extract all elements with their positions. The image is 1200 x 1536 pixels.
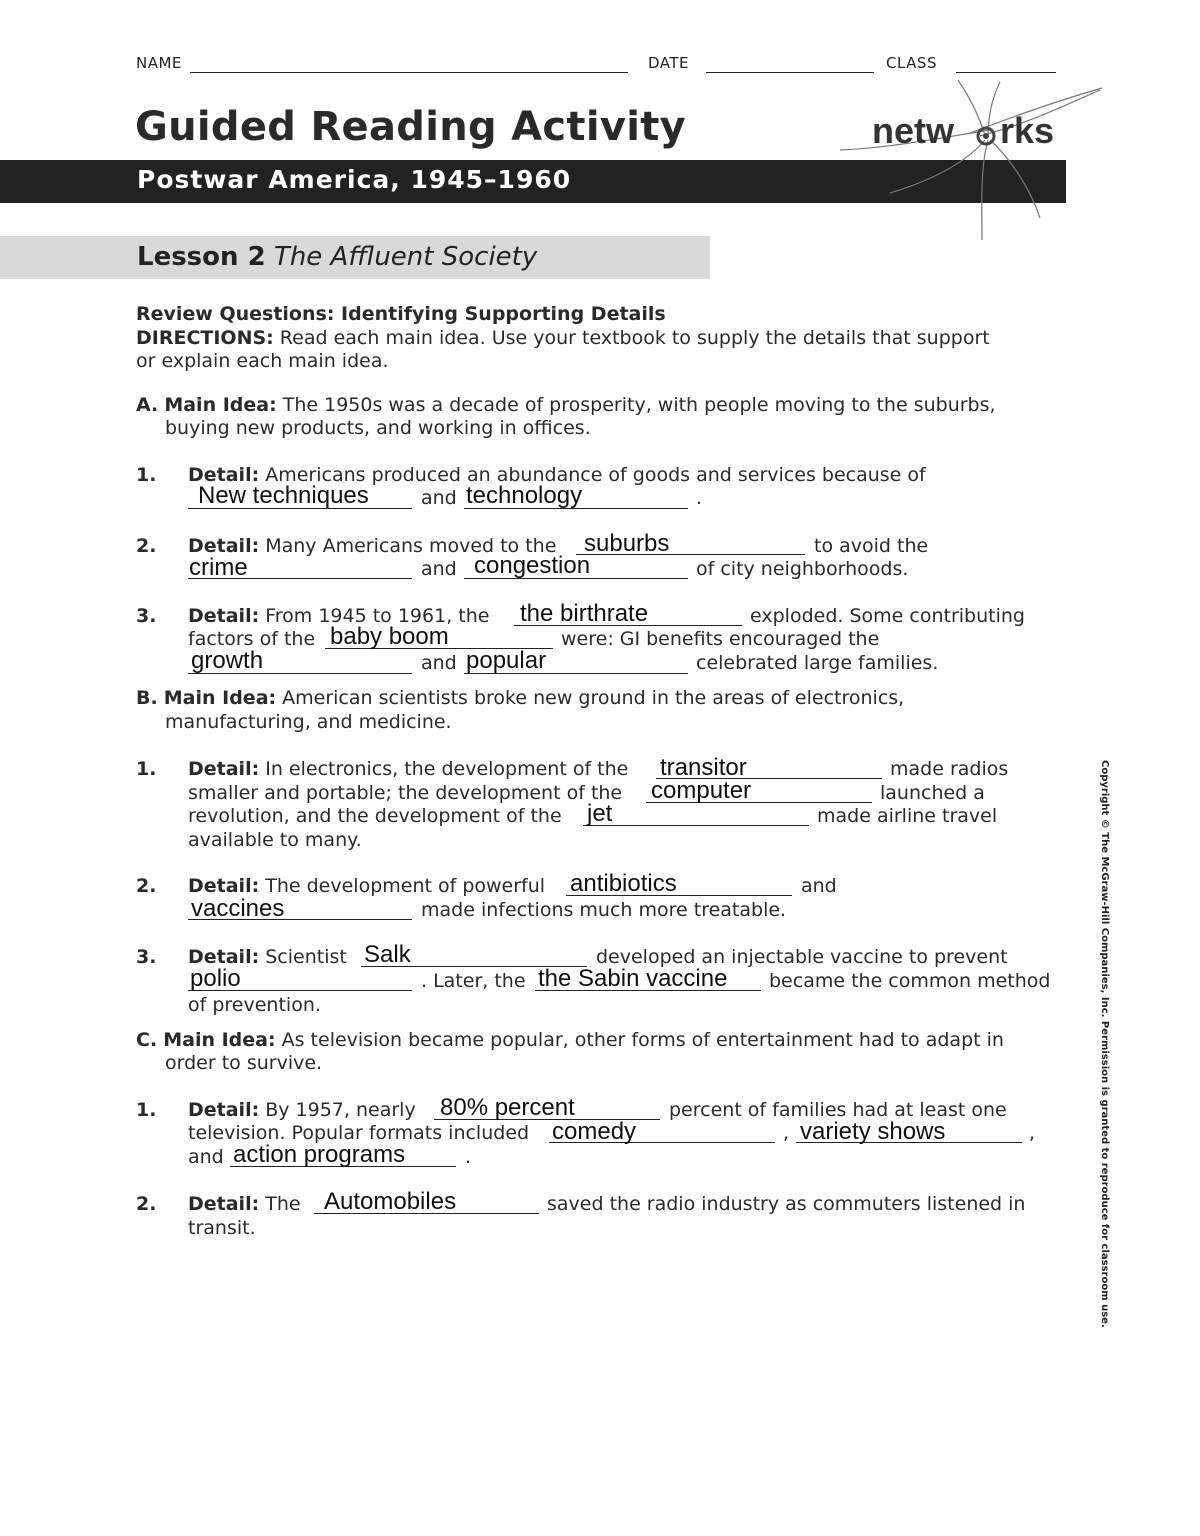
main-idea-c	[136, 1029, 1004, 1053]
detail-label: Detail:	[188, 535, 260, 557]
and-word: and	[801, 875, 837, 897]
answer-c1-4[interactable]: action programs	[233, 1141, 406, 1168]
detail-number: 3.	[136, 605, 157, 627]
date-field[interactable]	[706, 56, 874, 73]
detail-text: smaller and portable; the development of the	[188, 782, 623, 804]
answer-a1-1[interactable]: New techniques	[198, 482, 369, 509]
logo-text-right: rks	[1000, 110, 1055, 151]
answer-a3-3[interactable]: growth	[191, 647, 264, 674]
detail-text: In electronics, the development of the	[259, 758, 629, 780]
main-idea-label: Main Idea:	[164, 394, 277, 416]
detail-text: Americans produced an abundance of goods and services because of	[259, 464, 926, 486]
detail-text: The development of powerful	[259, 875, 546, 897]
directions-label: DIRECTIONS:	[136, 327, 274, 349]
detail-label: Detail:	[188, 605, 260, 627]
chapter-title: Postwar America, 1945–1960	[137, 165, 572, 194]
main-idea-letter: C.	[136, 1029, 158, 1051]
detail-text: were: GI benefits encouraged the	[561, 628, 880, 650]
answer-c1-3[interactable]: variety shows	[800, 1118, 946, 1145]
directions-line2: or explain each main idea.	[136, 350, 389, 372]
detail-text: celebrated large families.	[696, 652, 939, 674]
main-idea-b	[136, 687, 904, 711]
section-heading: Review Questions: Identifying Supporting Details	[136, 303, 666, 325]
main-idea-a-line2: buying new products, and working in offices.	[165, 417, 591, 439]
detail-text: to avoid the	[814, 535, 929, 557]
answer-blank[interactable]	[583, 825, 809, 826]
name-field[interactable]	[190, 56, 628, 73]
class-label: CLASS	[886, 54, 937, 72]
answer-a2-3[interactable]: congestion	[474, 552, 591, 579]
answer-c2-1[interactable]: Automobiles	[324, 1188, 457, 1215]
date-label: DATE	[648, 54, 690, 72]
detail-text: available to many.	[188, 829, 362, 851]
main-idea-text: As television became popular, other forms of entertainment had to adapt in	[275, 1029, 1004, 1051]
detail-text: developed an injectable vaccine to prevent	[596, 946, 1008, 968]
comma: ,	[1029, 1122, 1036, 1144]
answer-a3-4[interactable]: popular	[466, 647, 547, 674]
detail-number: 2.	[136, 875, 157, 897]
detail-number: 2.	[136, 535, 157, 557]
period: .	[465, 1146, 472, 1168]
detail-label: Detail:	[188, 758, 260, 780]
detail-label: Detail:	[188, 464, 260, 486]
main-idea-b-line2: manufacturing, and medicine.	[165, 711, 452, 733]
detail-c1-line1	[188, 1099, 416, 1123]
answer-b3-1[interactable]: Salk	[364, 941, 411, 968]
detail-text: revolution, and the development of the	[188, 805, 562, 827]
detail-text: transit.	[188, 1217, 256, 1239]
detail-text: By 1957, nearly	[259, 1099, 416, 1121]
answer-a2-2[interactable]: crime	[189, 554, 248, 581]
answer-b2-2[interactable]: vaccines	[191, 895, 285, 922]
answer-c1-2[interactable]: comedy	[552, 1118, 637, 1145]
main-idea-text: The 1950s was a decade of prosperity, with people moving to the suburbs,	[276, 394, 996, 416]
answer-a2-1[interactable]: suburbs	[584, 530, 670, 557]
answer-b2-1[interactable]: antibiotics	[570, 870, 677, 897]
main-idea-label: Main Idea:	[163, 687, 277, 709]
detail-text: became the common method	[769, 970, 1051, 992]
detail-label: Detail:	[188, 1193, 260, 1215]
period: .	[696, 487, 703, 509]
detail-label: Detail:	[188, 875, 260, 897]
lesson-number: Lesson 2	[137, 242, 266, 272]
detail-text: made infections much more treatable.	[421, 899, 787, 921]
comma: ,	[783, 1122, 790, 1144]
and-word: and	[421, 652, 457, 674]
detail-text: of city neighborhoods.	[696, 558, 909, 580]
main-idea-text: American scientists broke new ground in the areas of electronics,	[276, 687, 905, 709]
detail-number: 1.	[136, 464, 157, 486]
main-idea-letter: B.	[136, 687, 158, 709]
detail-text: percent of families had at least one	[669, 1099, 1007, 1121]
main-idea-letter: A.	[136, 394, 159, 416]
main-idea-label: Main Idea:	[163, 1029, 276, 1051]
answer-a1-2[interactable]: technology	[466, 482, 583, 509]
detail-text: television. Popular formats included	[188, 1122, 530, 1144]
answer-b1-1[interactable]: transitor	[660, 754, 747, 781]
detail-text: exploded. Some contributing	[750, 605, 1025, 627]
detail-text: . Later, the	[421, 970, 526, 992]
answer-a3-1[interactable]: the birthrate	[520, 600, 649, 627]
detail-text: made airline travel	[817, 805, 998, 827]
answer-b1-3[interactable]: jet	[587, 800, 613, 827]
answer-b3-3[interactable]: the Sabin vaccine	[538, 965, 728, 992]
class-field[interactable]	[956, 56, 1056, 73]
detail-number: 1.	[136, 1099, 157, 1121]
networks-logo-icon	[830, 78, 1110, 248]
and-word: and	[421, 487, 457, 509]
and-word: and	[188, 1146, 224, 1168]
directions-text: Read each main idea. Use your textbook to supply the details that support	[273, 327, 990, 349]
detail-text: The	[259, 1193, 301, 1215]
detail-b1-line1	[188, 758, 628, 782]
detail-text: saved the radio industry as commuters listened in	[547, 1193, 1026, 1215]
copyright-notice: Copyright © The McGraw-Hill Companies, Inc. Permission is granted to reproduce for classroom use.	[1099, 760, 1110, 1328]
directions-line1	[136, 327, 990, 351]
detail-text: From 1945 to 1961, the	[259, 605, 490, 627]
answer-c1-1[interactable]: 80% percent	[440, 1094, 575, 1121]
detail-text: factors of the	[188, 628, 316, 650]
logo-text-left: netw	[872, 110, 955, 151]
detail-number: 1.	[136, 758, 157, 780]
detail-text: made radios	[890, 758, 1009, 780]
detail-number: 2.	[136, 1193, 157, 1215]
detail-text: launched a	[880, 782, 985, 804]
main-idea-a	[136, 394, 996, 418]
detail-text: of prevention.	[188, 994, 321, 1016]
detail-c2-line1	[188, 1193, 301, 1217]
lesson-name: The Affluent Society	[273, 242, 538, 272]
detail-label: Detail:	[188, 1099, 260, 1121]
main-idea-c-line2: order to survive.	[165, 1052, 323, 1074]
detail-number: 3.	[136, 946, 157, 968]
answer-b1-2[interactable]: computer	[651, 777, 752, 804]
page-title: Guided Reading Activity	[135, 104, 687, 150]
name-label: NAME	[136, 54, 182, 72]
and-word: and	[421, 558, 457, 580]
answer-a3-2[interactable]: baby boom	[330, 623, 449, 650]
lesson-heading	[137, 242, 537, 272]
detail-text: Many Americans moved to the	[259, 535, 557, 557]
detail-text: Scientist	[259, 946, 347, 968]
detail-label: Detail:	[188, 946, 260, 968]
answer-b3-2[interactable]: polio	[190, 965, 241, 992]
